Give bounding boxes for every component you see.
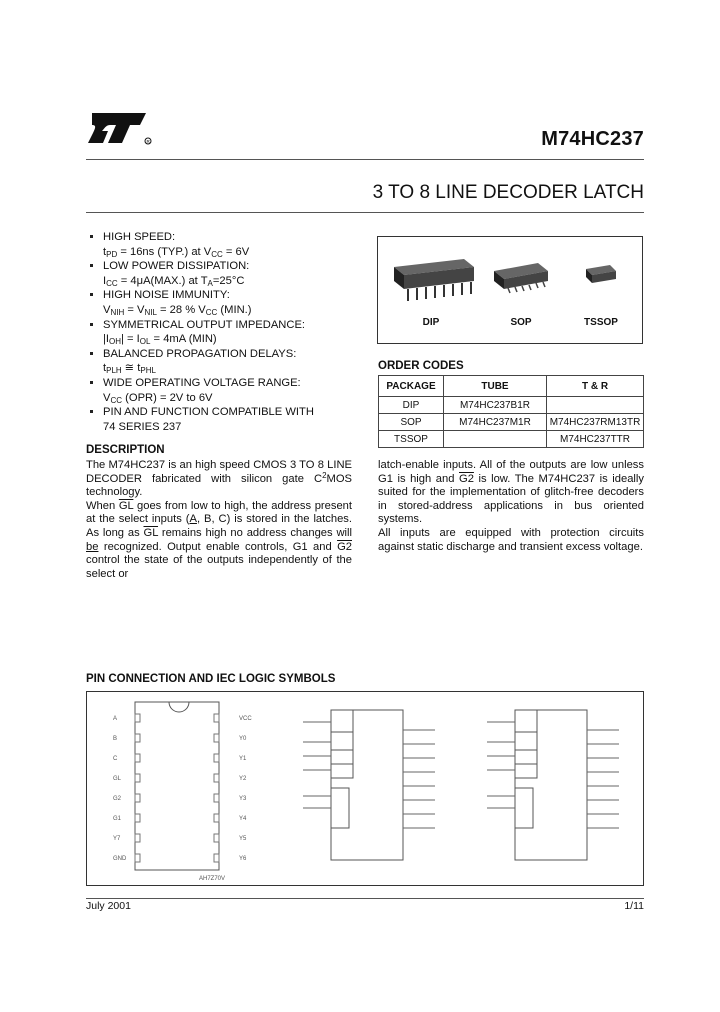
pin-marker	[214, 714, 219, 722]
g2-signal: G2	[459, 472, 474, 485]
description-text: All inputs are equipped with protection circuits against static discharge and transient excess voltage.	[378, 526, 644, 553]
feature-detail: $V_{CC}$ (OPR) = 2V to 6V	[103, 391, 213, 405]
feature-title: BALANCED PROPAGATION DELAYS:	[103, 347, 297, 360]
pin-label: Y1	[239, 756, 247, 762]
feature-detail: $|I_{OH}| = I_{OL} = 4mA$ (MIN)	[103, 333, 217, 347]
feature-title: PIN AND FUNCTION COMPATIBLE WITH	[103, 406, 314, 419]
feature-detail: $V_{NIH} = V_{NIL} = 28$ % $V_{CC}$ (MIN.)	[103, 303, 252, 317]
pin-label: Y5	[239, 836, 247, 842]
pin-connection-diagram	[87, 692, 643, 885]
table-cell: TSSOP	[379, 431, 444, 448]
pin-marker	[214, 734, 219, 742]
pin-label: C	[113, 756, 118, 762]
pin-label: A	[113, 716, 118, 722]
subtitle-rule	[86, 212, 644, 213]
table-cell: M74HC237TTR	[547, 431, 644, 448]
pin-label: Y4	[239, 816, 247, 822]
table-cell: DIP	[379, 397, 444, 414]
pin-label: GL	[113, 776, 122, 782]
footer-date: July 2001	[86, 900, 131, 912]
package-label-tssop: TSSOP	[584, 317, 618, 328]
feature-title: HIGH SPEED:	[103, 231, 176, 243]
header-rule	[86, 159, 644, 160]
pin-section-title: PIN CONNECTION AND IEC LOGIC SYMBOLS	[86, 673, 336, 685]
pin-marker	[135, 794, 140, 802]
footer-page-number: 1/11	[624, 900, 644, 912]
feature-item	[86, 318, 376, 347]
pin-label: G1	[113, 816, 122, 822]
tssop-package-icon	[586, 265, 616, 283]
feature-title: LOW POWER DISSIPATION:	[103, 260, 250, 273]
gl-signal: $\overline{GL}$	[118, 499, 134, 512]
pin-labels	[113, 714, 252, 882]
description-right-column	[378, 459, 644, 554]
description-text: The M74HC237 is an high speed CMOS 3 TO 8 LINE DECODER fabricated with silicon gate C	[86, 459, 352, 485]
feature-item	[86, 376, 376, 405]
description-text: be	[86, 540, 99, 553]
pin-label: GND	[113, 856, 127, 862]
superscript: 2	[322, 470, 327, 480]
table-row	[379, 431, 644, 448]
order-codes-table	[378, 375, 644, 448]
sop-package-icon	[494, 263, 548, 293]
pin-label: Y6	[239, 856, 247, 862]
pin-marker	[214, 794, 219, 802]
st-logo	[86, 103, 154, 149]
description-text: recognized. Output enable controls, G1 and	[98, 540, 338, 553]
order-codes-title: ORDER CODES	[378, 360, 464, 372]
dip-package-icon	[394, 259, 474, 301]
feature-detail: $t_{PLH}$ ≅ $t_{PHL}$	[103, 362, 156, 376]
pin-marker	[214, 854, 219, 862]
footer-rule	[86, 898, 644, 899]
table-cell	[444, 431, 547, 448]
table-row	[379, 414, 644, 431]
g2-signal: G2	[337, 540, 352, 553]
svg-text:AH7Z70V: AH7Z70V	[199, 876, 226, 882]
table-cell: M74HC237M1R	[444, 414, 547, 431]
feature-detail: $t_{PD} = 16ns$ (TYP.) at $V_{CC} = 6V$	[103, 245, 250, 259]
pin-marker	[135, 814, 140, 822]
feature-detail: 74 SERIES 237	[103, 420, 182, 433]
pin-marker	[214, 814, 219, 822]
pin-marker	[135, 854, 140, 862]
pin-marker	[135, 734, 140, 742]
package-label-sop: SOP	[510, 317, 532, 328]
pin-label: G2	[113, 796, 122, 802]
gl-signal: $\overline{GL}$	[143, 526, 159, 539]
pin-label: VCC	[239, 716, 252, 722]
feature-detail: $I_{CC} = 4\mu A(MAX.)$ at $T_A=25^\circ C$	[103, 274, 245, 288]
pin-diagram-box	[86, 691, 644, 886]
feature-item	[86, 405, 376, 434]
feature-title: HIGH NOISE IMMUNITY:	[103, 289, 230, 302]
table-row	[379, 397, 644, 414]
pin-label: B	[113, 736, 118, 742]
table-cell: M74HC237RM13TR	[547, 414, 644, 431]
description-text: is low. The M74HC237 is ideally suited for the implementation of glitch-free decoders in stored-address applications in bus oriented systems.	[378, 472, 644, 526]
pin-label: Y3	[239, 796, 247, 802]
column-header-package: PACKAGE	[379, 376, 444, 397]
description-text: latch-enable inputs. All of the outputs are low unless G1 is high and	[378, 459, 644, 485]
description-text: When	[86, 499, 119, 512]
iec-logic-symbol-1	[331, 710, 403, 860]
description-text: control the state of the outputs independently of the select or	[86, 554, 352, 580]
dip-pinout-icon	[135, 702, 219, 870]
package-label-dip: DIP	[422, 317, 440, 328]
svg-text:R: R	[146, 139, 150, 144]
description-text: , B, C) is stored in the latches. As long as	[86, 513, 353, 539]
feature-title: SYMMETRICAL OUTPUT IMPEDANCE:	[103, 318, 306, 331]
description-text: remains high no address changes will	[158, 526, 352, 539]
table-cell: M74HC237B1R	[444, 397, 547, 414]
feature-title: WIDE OPERATING VOLTAGE RANGE:	[103, 376, 301, 389]
pin-marker	[214, 774, 219, 782]
feature-item	[86, 259, 376, 288]
pin-marker	[135, 834, 140, 842]
column-header-tr: T & R	[547, 376, 644, 397]
iec-logic-symbol-2	[515, 710, 587, 860]
pin-marker	[214, 834, 219, 842]
description-text: MOS technology.	[86, 472, 352, 499]
table-cell: SOP	[379, 414, 444, 431]
feature-item	[86, 347, 376, 376]
description-text: goes from low to high, the address present at the select inputs (	[86, 499, 353, 526]
pin-label: Y2	[239, 776, 247, 782]
doc-subtitle: 3 TO 8 LINE DECODER LATCH	[372, 182, 644, 203]
pin-label: Y0	[239, 736, 247, 742]
pin-label: Y7	[113, 836, 121, 842]
feature-item	[86, 230, 376, 259]
package-illustration-box	[377, 236, 643, 344]
feature-item	[86, 288, 376, 317]
description-text: A	[189, 513, 197, 526]
table-header-row	[379, 376, 644, 397]
table-cell	[547, 397, 644, 414]
pin-marker	[135, 754, 140, 762]
pin-marker	[214, 754, 219, 762]
part-number: M74HC237	[541, 128, 644, 150]
description-left-column	[86, 459, 352, 581]
pin-marker	[135, 714, 140, 722]
pin-marker	[135, 774, 140, 782]
description-title: DESCRIPTION	[86, 444, 165, 456]
column-header-tube: TUBE	[444, 376, 547, 397]
feature-list	[86, 230, 376, 434]
